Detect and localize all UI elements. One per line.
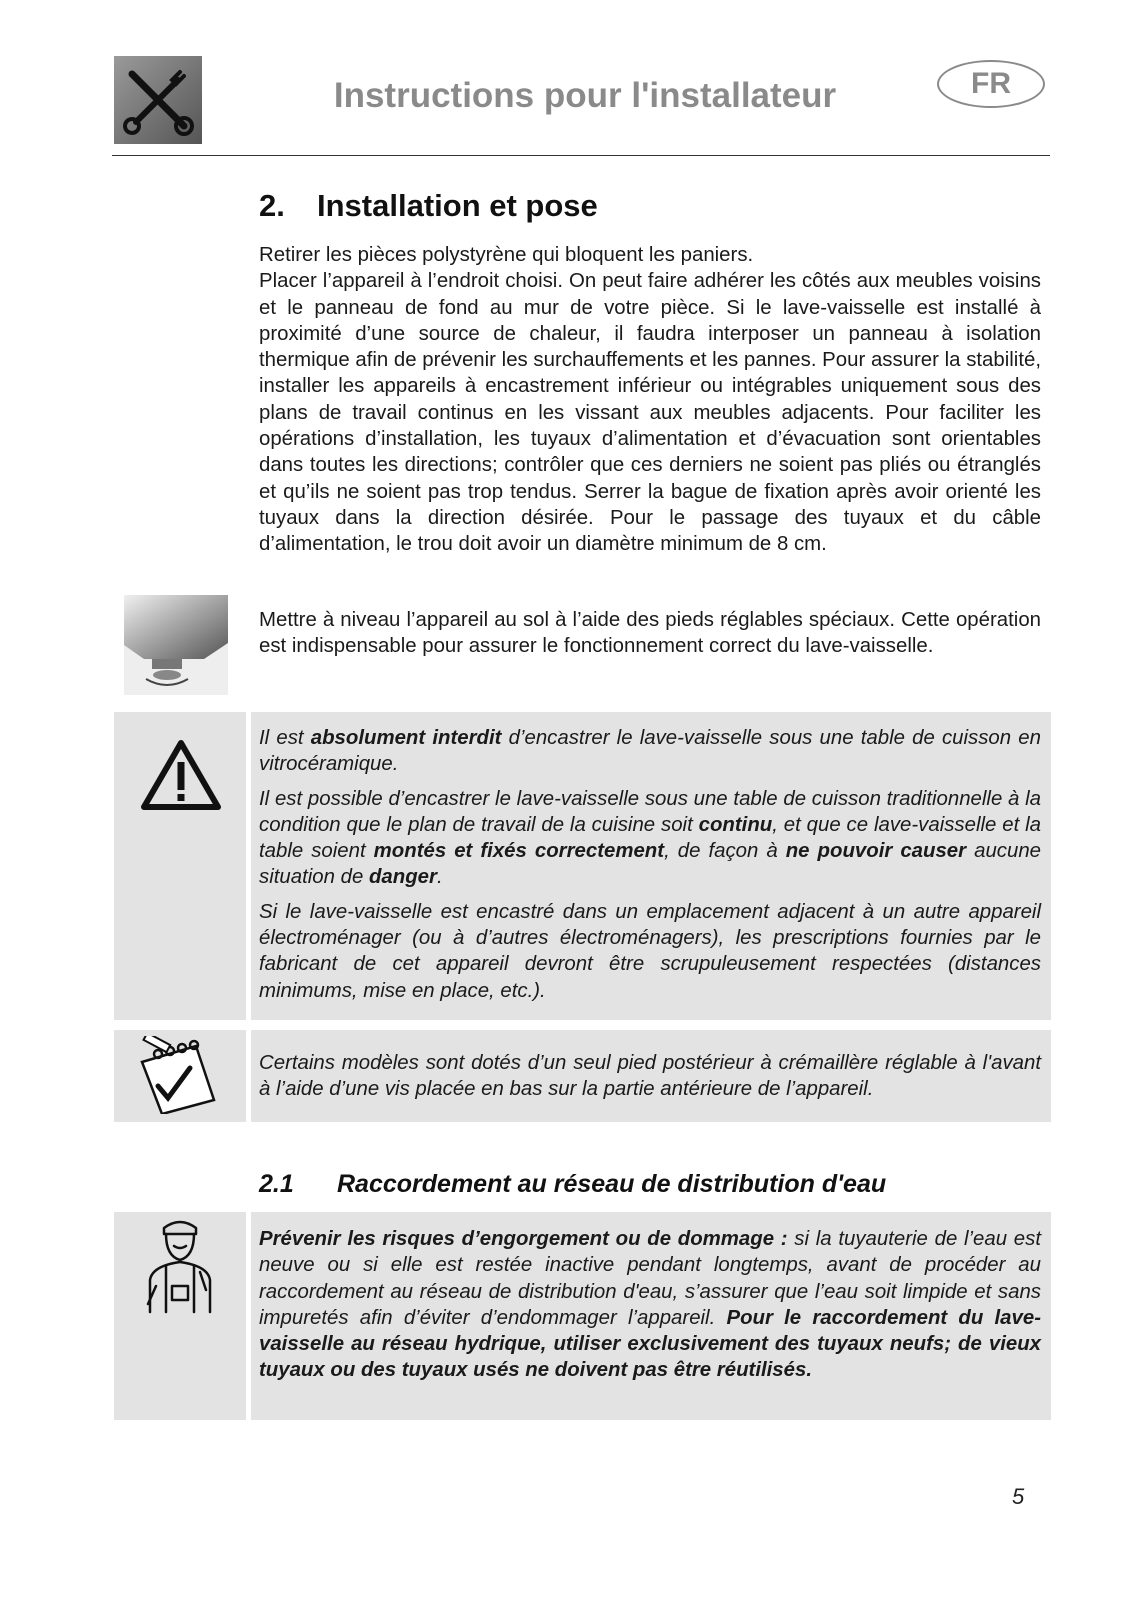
language-badge: FR	[937, 60, 1045, 108]
intro-line: Retirer les pièces polystyrène qui bloquent les paniers.	[259, 244, 754, 266]
header-divider	[112, 155, 1050, 156]
section-title: Installation et pose	[317, 188, 598, 223]
installer-text	[259, 1226, 1041, 1384]
installation-text	[259, 242, 1041, 558]
warning-paragraph-3: Si le lave-vaisselle est encastré dans un emplacement adjacent à un autre appareil électroménager (ou à d’autres électroménagers), les prescriptions fournies par le fabricant de cet appareil devront être scrupuleusement respectées (distances minimums, mise en place, etc.).	[259, 900, 1041, 1002]
warning-paragraph-2: Il est possible d’encastrer le lave-vaisselle sous une table de cuisson traditionnelle à la condition que le plan de travail de la cuisine soit continu, et que ce lave-vaisselle et la table soient montés et fixés correctement, de façon à ne pouvoir causer aucune situation de danger.	[259, 787, 1041, 889]
subsection-heading	[259, 1170, 886, 1199]
page-number: 5	[1012, 1484, 1025, 1509]
notepad-check-icon	[136, 1036, 220, 1114]
subsection-title: Raccordement au réseau de distribution d'eau	[337, 1170, 887, 1198]
note-icon-panel	[114, 1030, 246, 1122]
warning-triangle-icon	[140, 738, 222, 812]
tools-icon	[114, 56, 202, 144]
installation-paragraph: Placer l’appareil à l’endroit choisi. On peut faire adhérer les côtés aux meubles voisins et le panneau de fond au mur de votre pièce. Si le lave-vaisselle est installé à proximité d’une source de chaleur, il faudra interposer un panneau à isolation thermique afin de prévenir les surchauffements et les pannes. Pour assurer la stabilité, installer les appareils à encastrement inférieur ou intégrables uniquement sous des plans de travail continus en les vissant aux meubles adjacents. Pour faciliter les opérations d’installation, les tuyaux d’alimentation et d’évacuation sont orientables dans toutes les directions; contrôler que ces derniers ne soient pas pliés ou étranglés et qu’ils ne soient pas trop tendus. Serrer la bague de fixation après avoir orienté les tuyaux dans la direction désirée. Pour le passage des tuyaux et du câble d’alimentation, le trou doit avoir un diamètre minimum de 8 cm.	[259, 270, 1041, 556]
leveling-text: Mettre à niveau l’appareil au sol à l’aide des pieds réglables spéciaux. Cette opération est indispensable pour assurer le fonctionnement correct du lave-vaisselle.	[259, 609, 1041, 658]
section-number: 2.	[259, 188, 285, 223]
warning-text	[259, 725, 1041, 1004]
installer-paragraph: Prévenir les risques d’engorgement ou de dommage : si la tuyauterie de l’eau est neuve ou si elle est restée inactive pendant longtemps, avant de procéder au raccordement au réseau de distribution d'eau, s’assurer que l’eau soit limpide et sans impuretés afin d’éviter d’endommager l’appareil. Pour le raccordement du lave-vaisselle au réseau hydrique, utiliser exclusivement des tuyaux neufs; de vieux tuyaux ou des tuyaux usés ne doivent pas être réutilisés.	[259, 1228, 1041, 1382]
section-heading	[259, 188, 598, 224]
note-text: Certains modèles sont dotés d’un seul pied postérieur à crémaillère réglable à l'avant à l’aide d’une vis placée en bas sur la partie antérieure de l’appareil.	[259, 1052, 1041, 1101]
installer-icon-panel	[114, 1212, 246, 1420]
technician-icon	[136, 1216, 224, 1316]
leveling-foot-icon	[124, 595, 228, 695]
page-header-title: Instructions pour l'installateur	[333, 76, 837, 115]
warning-paragraph-1: Il est absolument interdit d’encastrer le lave-vaisselle sous une table de cuisson en vitrocéramique.	[259, 727, 1041, 776]
subsection-number: 2.1	[259, 1170, 294, 1198]
warning-icon-panel	[114, 712, 246, 1020]
